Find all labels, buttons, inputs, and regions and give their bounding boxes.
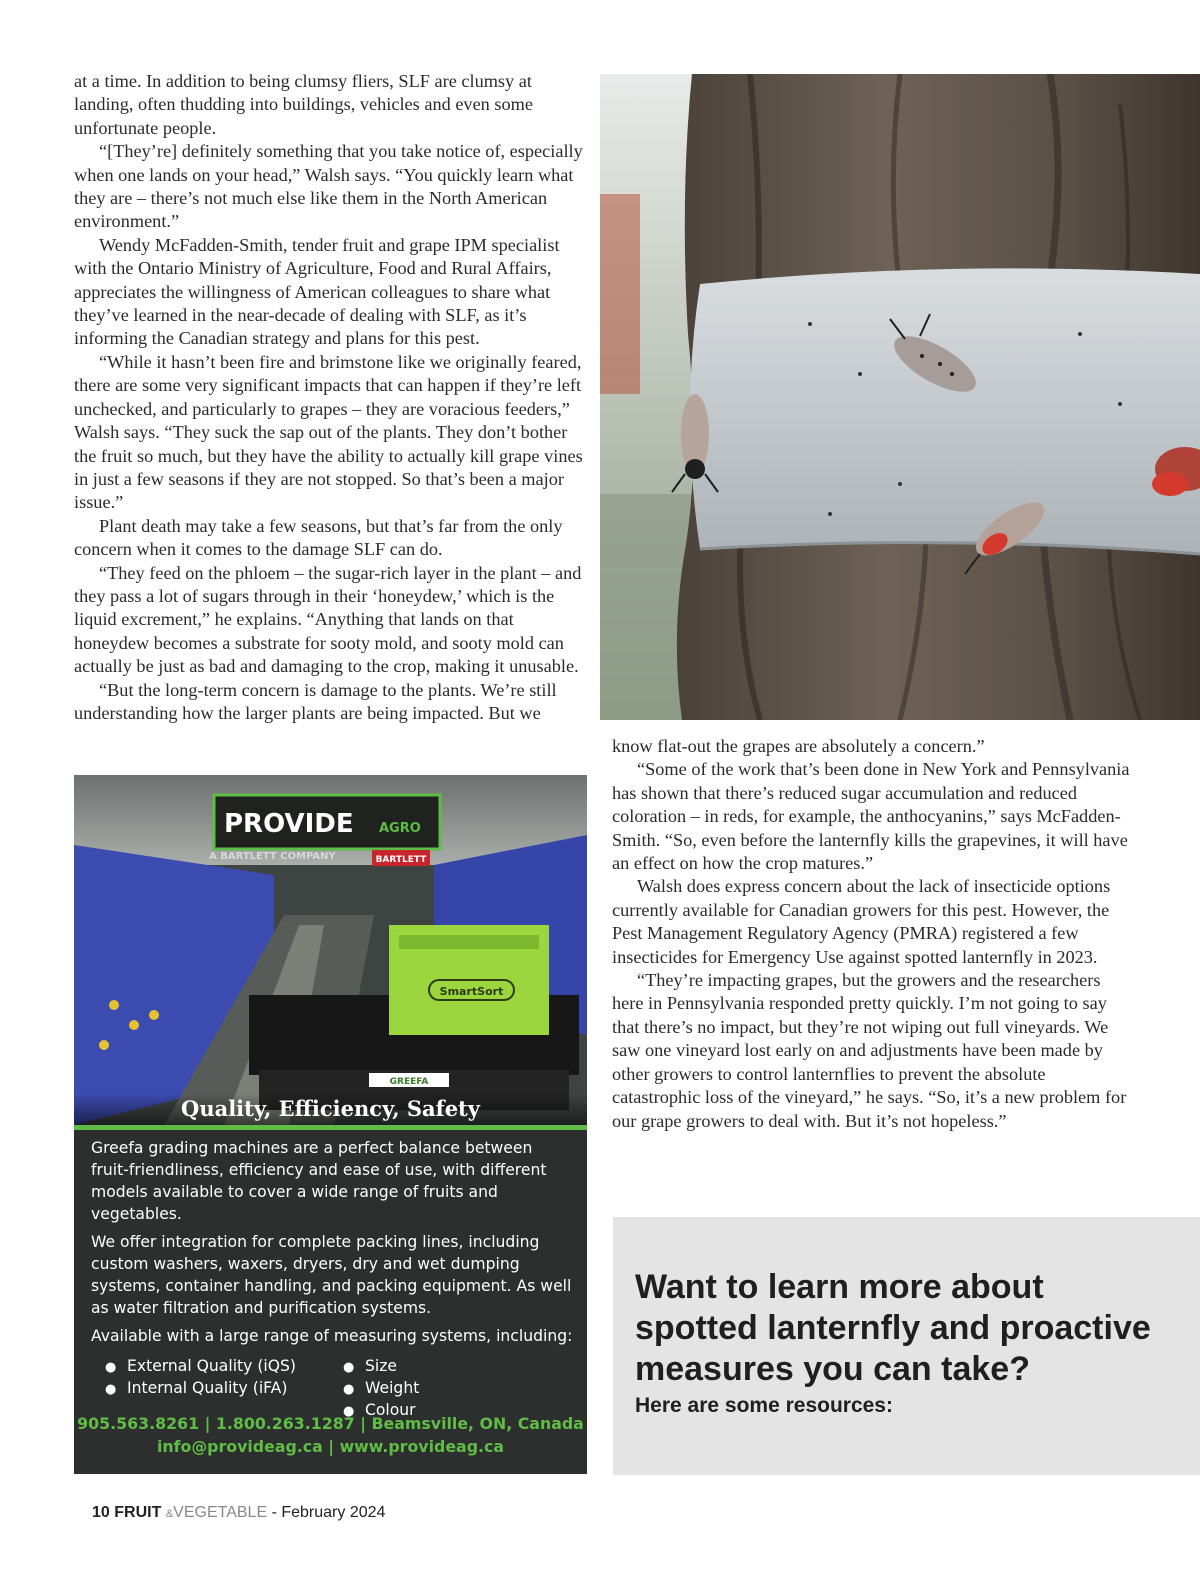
resources-heading: Want to learn more about spotted lanternfly and proactive measures you can take? xyxy=(635,1268,1151,1388)
lanternfly-photo xyxy=(600,74,1200,720)
article-right-column xyxy=(612,735,1132,1133)
ad-body xyxy=(91,1137,573,1425)
paragraph: “They feed on the phloem – the sugar-rich layer in the plant – and they pass a lot of sugars through in their ‘honeydew,’ which is the liquid excrement,” he explains. “Anything that lands on that honeydew becomes a substrate for sooty mold, and sooty mold can actually be just as bad and damaging to the crop, making it unusable. xyxy=(74,562,582,677)
machine-label: SmartSort xyxy=(439,985,504,998)
ad-photo xyxy=(74,775,587,1125)
paragraph: “They’re impacting grapes, but the growers and the researchers here in Pennsylvania responded pretty quickly. I’m not going to say that there’s no impact, but they’re not wiping out full vineyards. We saw one vineyard lost early on and adjustments have been made by other growers to control lanternflies to prevent the absolute catastrophic loss of the vineyard,” he says. “So, it’s a new problem for our grape growers to deal with. But it’s not hopeless.” xyxy=(612,970,1127,1131)
magazine-title-amp: & xyxy=(165,1508,174,1520)
paragraph: Walsh does express concern about the lack of insecticide options currently available for Canadian growers for this pest. However, the Pest Management Regulatory Agency (PMRA) registered a few insecticides for Emergency Use against spotted lanternfly in 2023. xyxy=(612,876,1111,967)
ad-tagline: Quality, Efficiency, Safety xyxy=(74,1093,587,1125)
machine-brand: GREEFA xyxy=(389,1077,429,1087)
paragraph: “But the long-term concern is damage to the plants. We’re still understanding how the larger plants are being impacted. But we xyxy=(74,679,557,723)
paragraph: Plant death may take a few seasons, but that’s far from the only concern when it comes to the damage SLF can do. xyxy=(74,515,563,560)
magazine-title-vegetable: VEGETABLE xyxy=(173,1504,268,1521)
issue-date: - February 2024 xyxy=(267,1504,386,1521)
bartlett-badge: BARTLETT xyxy=(375,855,427,865)
bartlett-tagline: A BARTLETT COMPANY xyxy=(209,851,336,862)
list-item: ● External Quality (iQS) xyxy=(91,1355,296,1377)
paragraph: at a time. In addition to being clumsy fliers, SLF are clumsy at landing, often thudding into buildings, vehicles and even some unfortunate people. xyxy=(74,71,533,138)
list-item: ● Internal Quality (iFA) xyxy=(91,1377,296,1399)
resources-callout xyxy=(613,1217,1200,1475)
page-number: 10 xyxy=(92,1504,110,1521)
paragraph: “While it hasn’t been fire and brimstone like we originally feared, there are some very significant impacts that can happen if they’re left unchecked, and particularly to grapes – they are voracious feeders,” Walsh says. “They suck the sap out of the plants. They don’t bother the fruit so much, but they have the ability to actually kill grape vines in just a few seasons if they are not stopped. So that’s been a major issue.” xyxy=(74,351,583,513)
provide-logo: PROVIDE xyxy=(224,809,354,839)
ad-contact xyxy=(74,1412,587,1458)
article-left-column xyxy=(74,70,588,725)
ad-accent-bar xyxy=(74,1125,587,1130)
paragraph: know flat-out the grapes are absolutely a concern.” xyxy=(612,736,985,756)
packing-line-illustration xyxy=(74,775,587,1125)
provide-agro-advertisement[interactable] xyxy=(74,775,587,1474)
paragraph: Wendy McFadden-Smith, tender fruit and grape IPM specialist with the Ontario Ministry of Agriculture, Food and Rural Affairs, appreciates the willingness of American colleagues to share what they’ve learned in the near-decade of dealing with SLF, as it’s informing the Canadian strategy and plans for this pest. xyxy=(74,234,560,349)
list-item: ● Colour xyxy=(329,1399,419,1421)
agro-logo: AGRO xyxy=(379,821,421,836)
paragraph: “Some of the work that’s been done in New York and Pennsylvania has shown that there’s reduced sugar accumulation and reduced coloration – in reds, for example, the anthocyanins,” says McFadden-Smith. “So, even before the lanternfly kills the grapevines, it will have an effect on how the crop matures.” xyxy=(612,759,1130,874)
lanternfly-photo-illustration xyxy=(600,74,1200,720)
page-footer xyxy=(92,1504,385,1522)
ad-paragraph: Greefa grading machines are a perfect balance between fruit-friendliness, efficiency and ease of use, with different models available to cover a wide range of fruits and vegetables. xyxy=(91,1139,547,1223)
ad-paragraph: We offer integration for complete packing lines, including custom washers, waxers, dryers, dry and wet dumping systems, container handling, and packing equipment. As well as water filtration and purification systems. xyxy=(91,1233,572,1317)
paragraph: “[They’re] definitely something that you take notice of, especially when one lands on your head,” Walsh says. “You quickly learn what they are – there’s not much else like them in the North American environment.” xyxy=(74,141,583,232)
magazine-title-fruit: FRUIT xyxy=(114,1504,162,1521)
list-item: ● Weight xyxy=(329,1377,419,1399)
ad-contact-web-line[interactable]: info@provideag.ca | www.provideag.ca xyxy=(156,1437,505,1456)
resources-subheading: Here are some resources: xyxy=(635,1394,893,1417)
list-item: ● Size xyxy=(329,1355,419,1377)
ad-contact-phone-line[interactable]: 905.563.8261 | 1.800.263.1287 | Beamsville, ON, Canada xyxy=(77,1414,584,1433)
ad-paragraph: Available with a large range of measuring systems, including: xyxy=(91,1327,573,1345)
